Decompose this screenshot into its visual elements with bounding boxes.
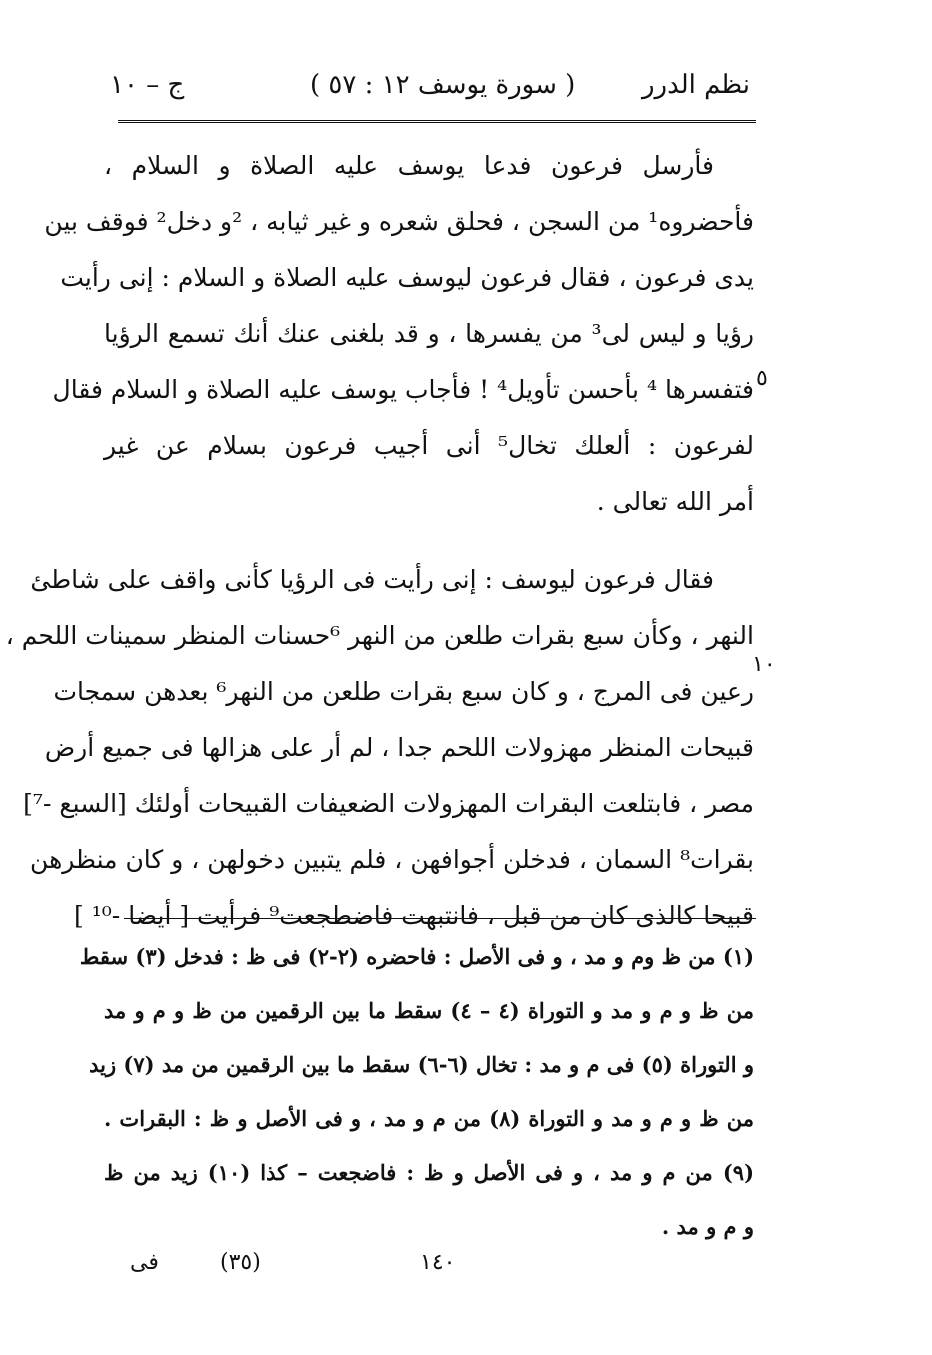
footnote-line: (٩) من م و مد ، و فى الأصل و ظ : فاضجعت – كذا (١٠) زيد من ظ <box>104 1160 754 1185</box>
text-line: لفرعون : ألعلك تخال⁵ أنى أجيب فرعون بسلام عن غير <box>104 431 754 460</box>
text-line: يدى فرعون ، فقال فرعون ليوسف عليه الصلاة و السلام : إنى رأيت <box>60 263 754 292</box>
text-line: رؤيا و ليس لى³ من يفسرها ، و قد بلغنى عنك أنك تسمع الرؤيا <box>104 319 754 348</box>
running-header <box>110 70 750 110</box>
book-title: نظم الدرر <box>641 70 750 100</box>
line-number-5: ٥ <box>756 366 768 391</box>
volume-number: ج – ١٠ <box>110 70 185 100</box>
catchword: فى <box>130 1250 159 1275</box>
text-line: مصر ، فابتلعت البقرات المهزولات الضعيفات القبيحات أولئك [السبع -⁷] <box>23 789 754 818</box>
text-line: قبيحات المنظر مهزولات اللحم جدا ، لم أر على هزالها فى جميع أرض <box>44 733 754 762</box>
footnote-line: من ظ و م و مد و التوراة (٨) من م و مد ، و فى الأصل و ظ : البقرات . <box>104 1106 754 1131</box>
text-line: قبيحا كالذى كان من قبل ، فانتبهت فاضطجعت⁹ فرأيت [ أيضا -¹⁰ ] <box>74 901 754 930</box>
text-line: النهر ، وكأن سبع بقرات طلعن من النهر ⁶حسنات المنظر سمينات اللحم ، <box>5 621 754 650</box>
footnote-line: و التوراة (٥) فى م و مد : تخال (٦-٦) سقط ما بين الرقمين من مد (٧) زيد <box>89 1052 754 1077</box>
main-text <box>5 138 754 944</box>
text-line: فقال فرعون ليوسف : إنى رأيت فى الرؤيا كأنى واقف على شاطئ <box>30 565 714 594</box>
footnote-rule <box>124 918 756 919</box>
page-number: ١٤٠ <box>420 1250 456 1275</box>
text-line: فأرسل فرعون فدعا يوسف عليه الصلاة و السلام ، <box>104 151 714 180</box>
page-footer <box>120 1250 460 1284</box>
text-line: فأحضروه¹ من السجن ، فحلق شعره و غير ثيابه ، ²و دخل² فوقف بين <box>44 207 754 236</box>
text-line: فتفسرها ⁴ بأحسن تأويل⁴ ! فأجاب يوسف عليه الصلاة و السلام فقال <box>52 375 754 404</box>
header-rule <box>118 120 756 126</box>
footnote-line: (١) من ظ وم و مد ، و فى الأصل : فاحضره (٢-٢) فى ظ : فدخل (٣) سقط <box>79 944 754 969</box>
text-line: أمر الله تعالى . <box>596 487 754 516</box>
footnote-line: من ظ و م و مد و التوراة (٤ – ٤) سقط ما بين الرقمين من ظ و م و مد <box>104 998 755 1023</box>
text-line: رعين فى المرج ، و كان سبع بقرات طلعن من النهر⁶ بعدهن سمجات <box>53 677 754 706</box>
line-number-10: ١٠ <box>752 652 776 677</box>
text-line: بقرات⁸ السمان ، فدخلن أجوافهن ، فلم يتبين دخولهن ، و كان منظرهن <box>30 845 754 874</box>
footnote-line: و م و مد . <box>661 1214 754 1239</box>
signature-number: (٣٥) <box>220 1250 261 1275</box>
surah-reference: ( سورة يوسف ١٢ : ٥٧ ) <box>310 70 576 100</box>
footnotes <box>79 930 755 1254</box>
